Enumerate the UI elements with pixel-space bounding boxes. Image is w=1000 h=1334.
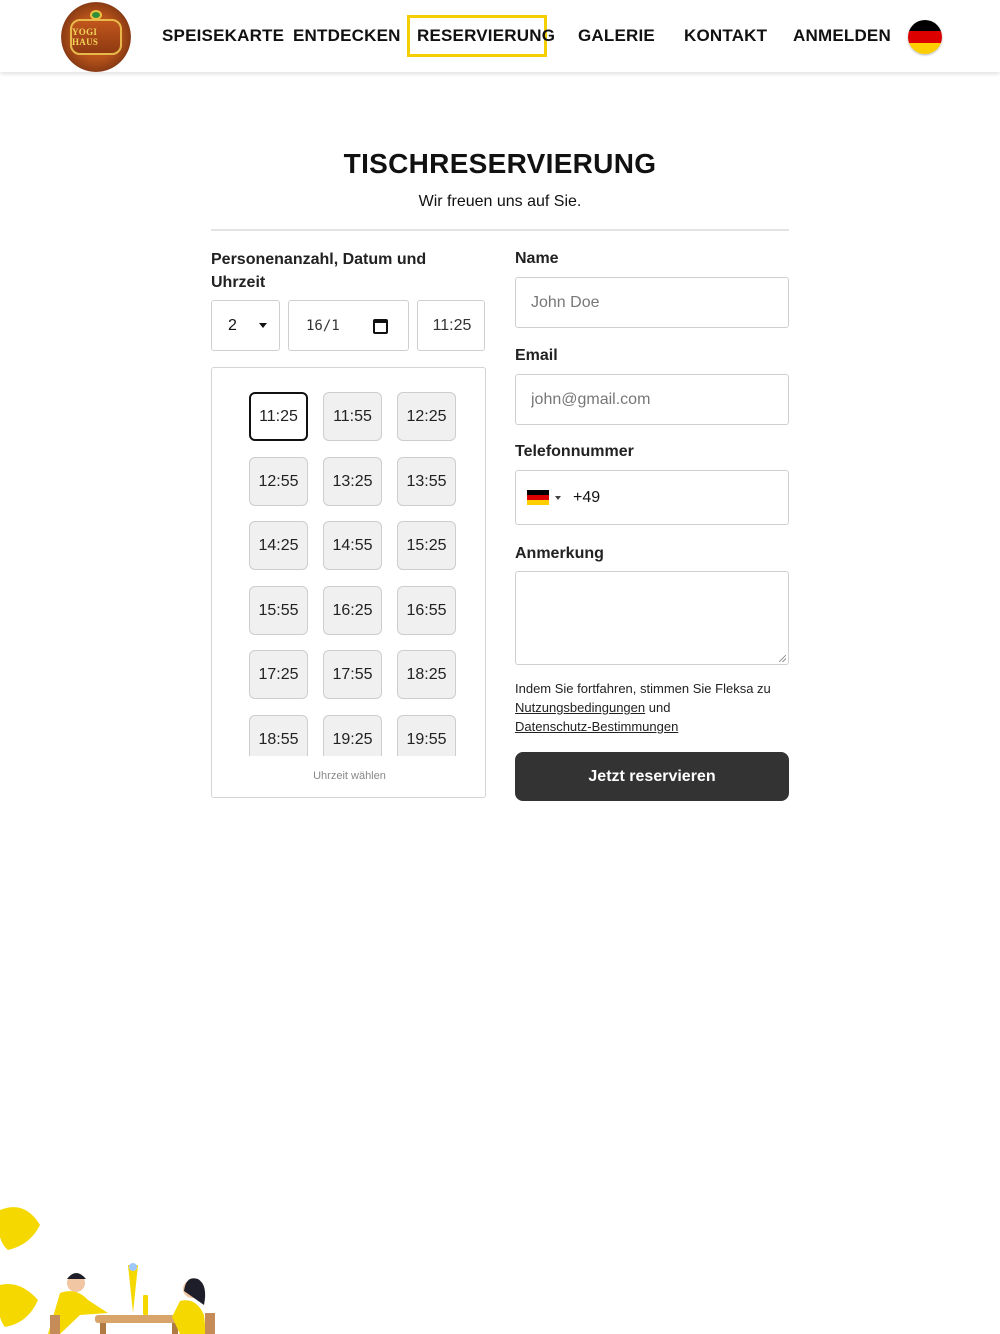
time-slot-button[interactable]: 16:55 — [397, 586, 456, 635]
time-slot-button[interactable]: 18:55 — [249, 715, 308, 757]
reserve-button[interactable]: Jetzt reservieren — [515, 752, 789, 801]
persons-select[interactable] — [211, 300, 280, 351]
terms-prefix: Indem Sie fortfahren, stimmen Sie Fleksa zu — [515, 681, 771, 696]
time-slot-button[interactable]: 12:55 — [249, 457, 308, 506]
nav-kontakt[interactable]: KONTAKT — [684, 26, 768, 45]
name-label: Name — [515, 250, 559, 267]
logo-text: YOGI HAUS — [72, 27, 99, 47]
caret-down-icon — [259, 323, 267, 328]
phone-label: Telefonnummer — [515, 443, 634, 460]
time-slot-button[interactable]: 11:55 — [323, 392, 382, 441]
name-field[interactable] — [515, 277, 789, 328]
date-value: 16/1 — [306, 318, 340, 334]
calendar-icon[interactable] — [373, 319, 388, 334]
time-slot-button[interactable]: 16:25 — [323, 586, 382, 635]
time-slot-button[interactable]: 15:25 — [397, 521, 456, 570]
time-slot-button[interactable]: 19:55 — [397, 715, 456, 757]
time-slot-button[interactable]: 17:55 — [323, 650, 382, 699]
note-label: Anmerkung — [515, 545, 604, 562]
time-slot-button[interactable]: 13:25 — [323, 457, 382, 506]
nav-entdecken[interactable]: ENTDECKEN — [293, 26, 401, 45]
time-slot-button[interactable]: 13:55 — [397, 457, 456, 506]
time-slot-button[interactable]: 11:25 — [249, 392, 308, 441]
time-slot-button[interactable]: 17:25 — [249, 650, 308, 699]
terms-and: und — [648, 700, 671, 715]
site-header — [0, 0, 1000, 72]
german-flag-icon[interactable] — [908, 20, 942, 54]
page-title: TISCHRESERVIERUNG — [343, 148, 657, 179]
nav-anmelden[interactable]: ANMELDEN — [793, 26, 891, 45]
persons-value: 2 — [228, 317, 237, 334]
nav-reservierung[interactable]: RESERVIERUNG — [417, 26, 556, 45]
logo-emblem-icon — [90, 10, 102, 20]
phone-country-code: +49 — [573, 489, 601, 506]
page-subtitle: Wir freuen uns auf Sie. — [418, 193, 582, 210]
time-slot-button[interactable]: 12:25 — [397, 392, 456, 441]
date-input[interactable] — [288, 300, 409, 351]
phone-field[interactable] — [515, 470, 789, 525]
nav-speisekarte[interactable]: SPEISEKARTE — [162, 26, 285, 45]
time-slots-scroll-area[interactable] — [212, 368, 486, 756]
nav-galerie[interactable]: GALERIE — [578, 26, 655, 45]
privacy-link[interactable]: Datenschutz-Bestimmungen — [515, 719, 679, 734]
note-textarea[interactable] — [515, 571, 789, 665]
email-field[interactable] — [515, 374, 789, 425]
dining-couple-illustration — [0, 1205, 230, 1334]
time-input[interactable] — [417, 300, 485, 351]
german-flag-icon[interactable] — [527, 490, 549, 505]
time-slot-button[interactable]: 19:25 — [323, 715, 382, 757]
time-slot-button[interactable]: 14:55 — [323, 521, 382, 570]
booking-label: Personenanzahl, Datum und Uhrzeit — [211, 251, 427, 291]
section-divider — [211, 229, 789, 231]
caret-down-icon[interactable] — [555, 496, 561, 500]
time-slot-button[interactable]: 15:55 — [249, 586, 308, 635]
time-slot-button[interactable]: 18:25 — [397, 650, 456, 699]
resize-grip-icon[interactable] — [779, 655, 786, 662]
slots-hint: Uhrzeit wählen — [313, 770, 386, 782]
terms-notice — [515, 679, 789, 736]
terms-link[interactable]: Nutzungsbedingungen — [515, 700, 646, 715]
time-slot-button[interactable]: 14:25 — [249, 521, 308, 570]
time-slots-panel — [211, 367, 486, 798]
restaurant-logo[interactable] — [61, 2, 131, 72]
email-label: Email — [515, 347, 558, 364]
time-value: 11:25 — [432, 317, 472, 334]
